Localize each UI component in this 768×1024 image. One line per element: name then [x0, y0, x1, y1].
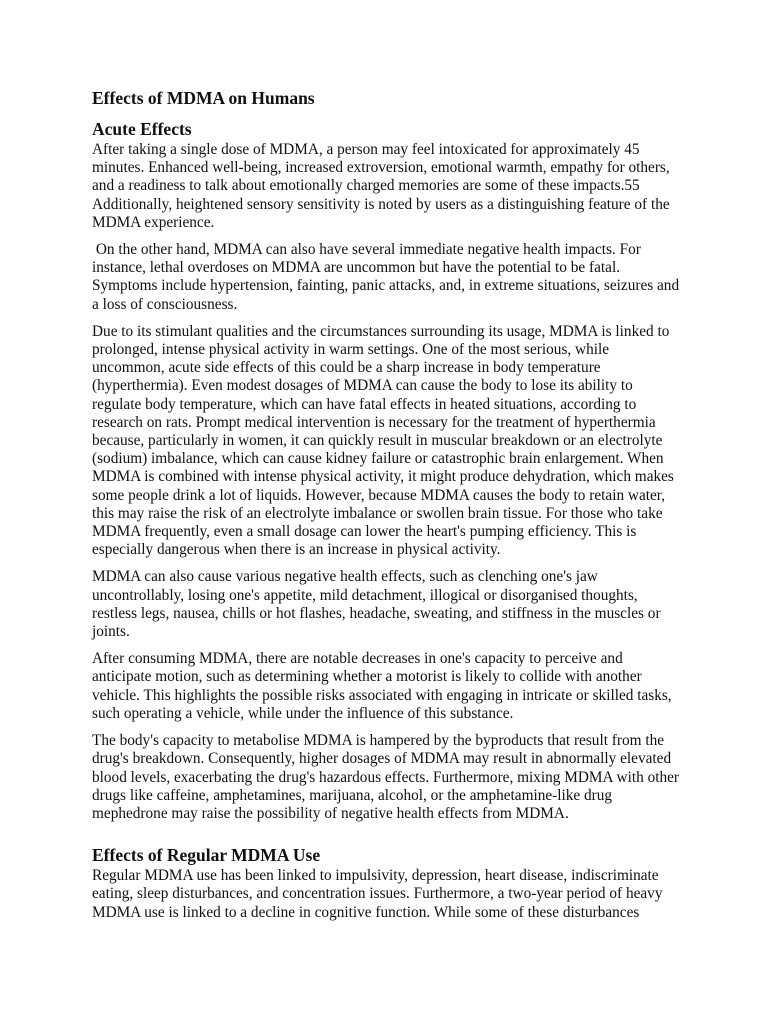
paragraph-acute-1: After taking a single dose of MDMA, a person may feel intoxicated for approximately 45 minutes. Enhanced well-being, increased extroversion, emotional warmth, empathy for others, and a readiness to talk about emotionally charged memories are some of these impacts.55 Additionally, heightened sensory sensitivity is noted by users as a distinguishing feature of the MDMA experience.: [92, 141, 670, 231]
paragraph-acute-4: MDMA can also cause various negative health effects, such as clenching one's jaw uncontrollably, losing one's appetite, mild detachment, illogical or disorganised thoughts, restless legs, nausea, chills or hot flashes, headache, sweating, and stiffness in the muscles or joints.: [92, 568, 661, 641]
document-title: Effects of MDMA on Humans: [92, 88, 315, 108]
document-page: [92, 86, 682, 931]
paragraph-regular-1: Regular MDMA use has been linked to impulsivity, depression, heart disease, indiscriminate eating, sleep disturbances, and concentration issues. Furthermore, a two-year period of heavy MDMA use is linked to a decline in cognitive function. While some of these disturbances: [92, 867, 663, 921]
paragraph-acute-6: The body's capacity to metabolise MDMA is hampered by the byproducts that result from the drug's breakdown. Consequently, higher dosages of MDMA may result in abnormally elevated blood levels, exacerbating the drug's hazardous effects. Furthermore, mixing MDMA with other drugs like caffeine, amphetamines, marijuana, alcohol, or the amphetamine-like drug mephedrone may raise the possibility of negative health effects from MDMA.: [92, 732, 680, 822]
section-heading-acute-effects: Acute Effects: [92, 119, 192, 139]
paragraph-acute-3: Due to its stimulant qualities and the circumstances surrounding its usage, MDMA is linked to prolonged, intense physical activity in warm settings. One of the most serious, while uncommon, acute side effects of this could be a sharp increase in body temperature (hyperthermia). Even modest dosages of MDMA can cause the body to lose its ability to regulate body temperature, which can have fatal effects in heated situations, according to research on rats. Prompt medical intervention is necessary for the treatment of hyperthermia because, particularly in women, it can quickly result in muscular breakdown or an electrolyte (sodium) imbalance, which can cause kidney failure or catastrophic brain enlargement. When MDMA is combined with intense physical activity, it might produce dehydration, which makes some people drink a lot of liquids. However, because MDMA causes the body to retain water, this may raise the risk of an electrolyte imbalance or swollen brain tissue. For those who take MDMA frequently, even a small dosage can lower the heart's pumping efficiency. This is especially dangerous when there is an increase in physical activity.: [92, 322, 674, 559]
paragraph-acute-5: After consuming MDMA, there are notable decreases in one's capacity to perceive and anticipate motion, such as determining whether a motorist is likely to collide with another vehicle. This highlights the possible risks associated with engaging in intricate or skilled tasks, such operating a vehicle, while under the influence of this substance.: [92, 650, 672, 722]
paragraph-acute-2: On the other hand, MDMA can also have several immediate negative health impacts. For instance, lethal overdoses on MDMA are uncommon but have the potential to be fatal. Symptoms include hypertension, fainting, panic attacks, and, in extreme situations, seizures and a loss of consciousness.: [92, 241, 683, 313]
section-heading-regular-use: Effects of Regular MDMA Use: [92, 845, 321, 866]
